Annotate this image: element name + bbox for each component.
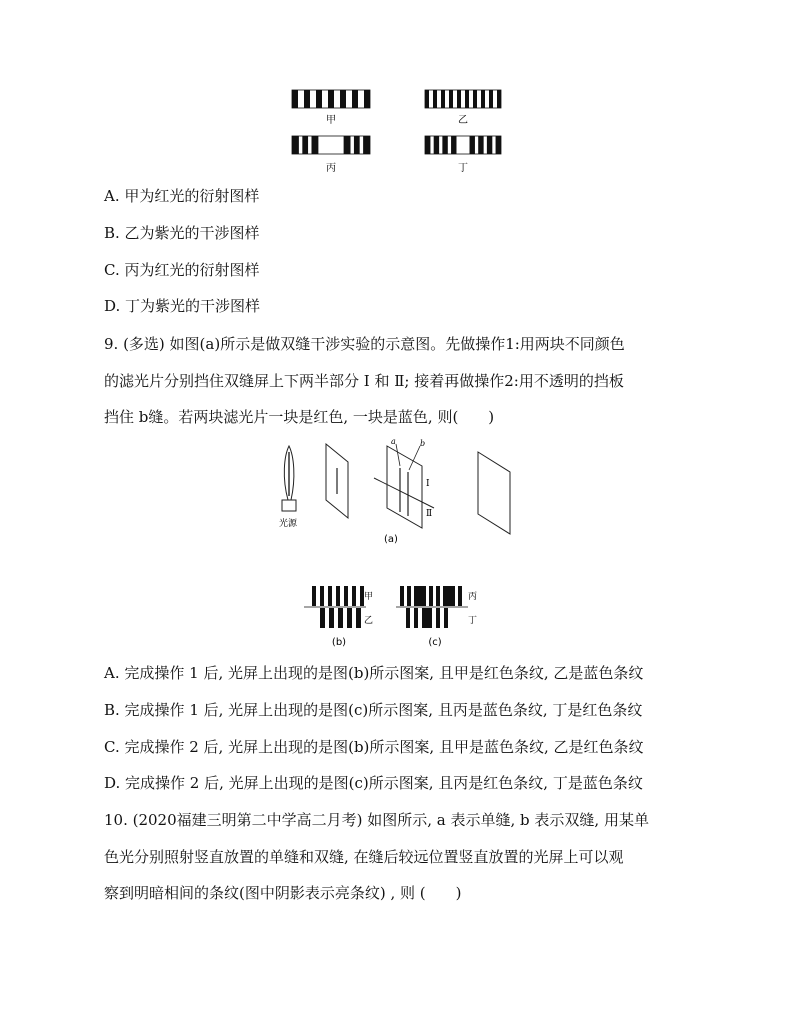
- fringe-bar: [320, 586, 324, 606]
- fringe-bar: [465, 90, 469, 108]
- q9-option-b: B. 完成操作 1 后, 光屏上出现的是图(c)所示图案, 且丙是蓝色条纹, 丁是红色条纹: [104, 701, 643, 719]
- fringe-bar: [328, 90, 334, 108]
- fringe-bar: [470, 136, 475, 154]
- fringe-bar: [434, 136, 439, 154]
- fringe-bar: [344, 586, 348, 606]
- fringe-bar: [414, 608, 418, 628]
- fringe-bar: [304, 90, 310, 108]
- fringe-bar: [425, 90, 429, 108]
- label-c-bing: 丙: [468, 592, 478, 602]
- double-slit-setup-figure: [270, 438, 530, 548]
- fringe-bar: [436, 608, 440, 628]
- fringe-bar: [336, 586, 340, 606]
- fringe-bar: [292, 90, 298, 108]
- label-b-yi: 乙: [364, 616, 374, 626]
- half-1-label: Ⅰ: [426, 479, 430, 489]
- q9-stem-line1: 9. (多选) 如图(a)所示是做双缝干涉实验的示意图。先做操作1:用两块不同颜色: [104, 335, 625, 353]
- fringe-bar: [449, 90, 453, 108]
- fringe-bar: [364, 90, 370, 108]
- slit-a-label: a: [391, 438, 396, 446]
- light-source-icon: [282, 446, 296, 511]
- caption-a: (a): [384, 534, 398, 545]
- pattern-c: [396, 586, 468, 628]
- fringe-bar: [496, 136, 501, 154]
- q9-stem-line2: 的滤光片分别挡住双缝屏上下两半部分 Ⅰ 和 Ⅱ; 接着再做操作2:用不透明的挡板: [104, 372, 624, 390]
- fringe-bar: [363, 136, 370, 154]
- label-c-ding: 丁: [468, 616, 478, 626]
- fringe-bar: [352, 90, 358, 108]
- fringe-bar: [451, 136, 456, 154]
- q8-option-a: A. 甲为红光的衍射图样: [104, 187, 260, 205]
- fringe-bar: [442, 136, 447, 154]
- pattern-b: [304, 586, 366, 628]
- caption-b: (b): [331, 637, 347, 648]
- label-jia: 甲: [326, 115, 336, 126]
- fringe-bar: [344, 136, 351, 154]
- fringe-bar: [497, 90, 501, 108]
- q9-option-c: C. 完成操作 2 后, 光屏上出现的是图(b)所示图案, 且甲是蓝色条纹, 乙是红色条纹: [104, 738, 644, 756]
- label-bing: 丙: [326, 163, 336, 174]
- fringe-bar: [329, 608, 334, 628]
- label-ding: 丁: [458, 163, 468, 174]
- pattern-jia: [292, 90, 370, 108]
- fringe-bar: [429, 586, 433, 606]
- q10-stem-line1: 10. (2020福建三明第二中学高二月考) 如图所示, a 表示单缝, b 表示双缝, 用某单: [104, 811, 649, 829]
- fringe-bar: [312, 136, 319, 154]
- label-b-jia: 甲: [364, 592, 374, 602]
- fringe-bar: [312, 586, 316, 606]
- fringe-bar: [320, 608, 325, 628]
- fringe-bar: [407, 586, 411, 606]
- fringe-bar: [481, 90, 485, 108]
- fringe-bar: [489, 90, 493, 108]
- fringe-patterns-figure: [280, 80, 520, 180]
- fringe-bar: [302, 136, 308, 154]
- fringe-bar: [352, 586, 356, 606]
- label-yi: 乙: [458, 115, 468, 126]
- light-screen: [478, 452, 510, 534]
- fringe-bar: [444, 608, 448, 628]
- fringe-bar: [347, 608, 352, 628]
- q8-option-d: D. 丁为紫光的干涉图样: [104, 297, 261, 315]
- fringe-bar: [400, 586, 404, 606]
- fringe-bar: [338, 608, 343, 628]
- fringe-bar: [441, 90, 445, 108]
- fringe-bar: [414, 586, 426, 606]
- fringe-bar: [457, 90, 461, 108]
- fringe-bar: [473, 90, 477, 108]
- fringe-bar: [328, 586, 332, 606]
- fringe-bar: [354, 136, 360, 154]
- pattern-yi: [425, 90, 501, 108]
- fringe-bar: [316, 90, 322, 108]
- q8-option-b: B. 乙为紫光的干涉图样: [104, 224, 260, 242]
- slit-b-label: b: [420, 439, 426, 448]
- fringe-bar: [356, 608, 361, 628]
- caption-c: (c): [428, 637, 442, 648]
- split-fringe-figures: [300, 582, 500, 650]
- fringe-bar: [422, 608, 432, 628]
- q8-option-c: C. 丙为红光的衍射图样: [104, 261, 260, 279]
- q9-stem-line3: 挡住 b缝。若两块滤光片一块是红色, 一块是蓝色, 则( ): [104, 408, 495, 426]
- pattern-bing: [292, 136, 370, 154]
- q9-option-d: D. 完成操作 2 后, 光屏上出现的是图(c)所示图案, 且丙是红色条纹, 丁是蓝色条纹: [104, 774, 643, 792]
- fringe-bar: [425, 136, 430, 154]
- q9-option-a: A. 完成操作 1 后, 光屏上出现的是图(b)所示图案, 且甲是红色条纹, 乙是蓝色条纹: [104, 664, 644, 682]
- fringe-bar: [458, 586, 462, 606]
- q10-stem-line2: 色光分别照射竖直放置的单缝和双缝, 在缝后较远位置竖直放置的光屏上可以观: [104, 848, 624, 866]
- fringe-bar: [487, 136, 492, 154]
- fringe-bar: [443, 586, 455, 606]
- fringe-bar: [436, 586, 440, 606]
- fringe-bar: [406, 608, 410, 628]
- fringe-bar: [433, 90, 437, 108]
- pattern-ding: [425, 136, 501, 154]
- fringe-bar: [292, 136, 299, 154]
- half-2-label: Ⅱ: [426, 509, 433, 519]
- fringe-bar: [340, 90, 346, 108]
- q10-stem-line3: 察到明暗相间的条纹(图中阴影表示亮条纹) , 则 ( ): [104, 884, 462, 902]
- source-label: 光源: [279, 519, 298, 529]
- fringe-bar: [478, 136, 483, 154]
